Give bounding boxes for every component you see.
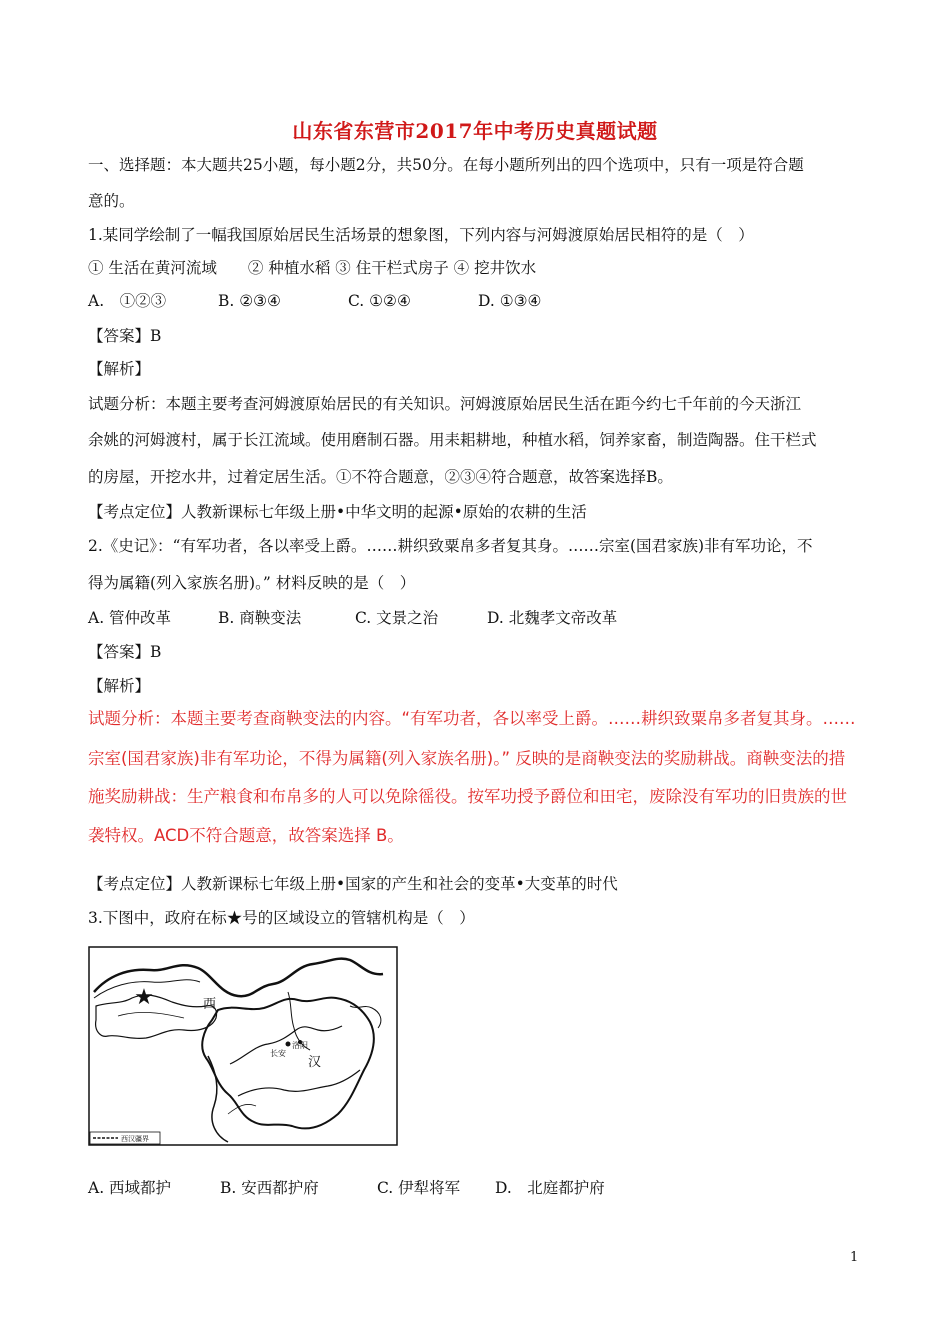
q1-stem: 1.某同学绘制了一幅我国原始居民生活场景的想象图，下列内容与河姆渡原始居民相符的是（ ） <box>88 226 754 244</box>
map-legend: 西汉疆界 <box>121 1135 149 1143</box>
q1-analysis-line: 试题分析：本题主要考查河姆渡原始居民的有关知识。河姆渡原始居民生活在距今约七千年前的今天浙江 <box>88 395 802 413</box>
q1-analysis-line: 余姚的河姆渡村，属于长江流域。使用磨制石器。用耒耜耕地，种植水稻，饲养家畜，制造陶器。住干栏式 <box>88 431 817 449</box>
q3-stem: 3.下图中，政府在标★号的区域设立的管辖机构是（ ） <box>88 909 475 927</box>
q3-option-a: A. 西域都护 <box>88 1179 172 1197</box>
q3-options <box>88 1181 605 1197</box>
section-intro-cont: 意的。 <box>88 192 135 210</box>
q2-analysis-line: 施奖励耕战：生产粮食和布帛多的人可以免除徭役。按军功授予爵位和田宅，废除没有军功的旧贵族的世 <box>88 787 847 806</box>
q1-items: ① 生活在黄河流域 ② 种植水稻 ③ 住干栏式房子 ④ 挖井饮水 <box>88 259 537 277</box>
q3-option-c: C. 伊犁将军 <box>377 1179 461 1197</box>
map-label-han: 汉 <box>308 1055 322 1070</box>
map-label-west: 西 <box>203 997 217 1012</box>
q2-option-a: A. 管仲改革 <box>88 609 172 627</box>
q1-option-d: D. ①③④ <box>478 292 542 310</box>
q2-options <box>88 611 617 627</box>
q1-options <box>88 294 541 310</box>
q2-analysis-label: 【解析】 <box>88 677 151 695</box>
q1-point: 【考点定位】人教新课标七年级上册•中华文明的起源•原始的农耕的生活 <box>88 503 587 521</box>
q2-option-c: C. 文景之治 <box>355 609 439 627</box>
q2-stem: 2.《史记》：“有军功者，各以率受上爵。……耕织致粟帛多者复其身。……宗室(国君家族)非有军功论，不 <box>88 537 813 555</box>
q1-analysis-label: 【解析】 <box>88 360 151 378</box>
page-title: 山东省东营市2017年中考历史真题试题 <box>292 119 658 143</box>
q2-stem-cont: 得为属籍(列入家族名册)。” 材料反映的是（ ） <box>88 574 416 592</box>
q1-option-b: B. ②③④ <box>218 292 281 310</box>
q2-analysis-line: 宗室(国君家族)非有军功论，不得为属籍(列入家族名册)。” 反映的是商鞅变法的奖励耕战。商鞅变法的措 <box>88 749 846 768</box>
q1-analysis-line: 的房屋，开挖水井，过着定居生活。①不符合题意，②③④符合题意，故答案选择B。 <box>88 468 673 486</box>
q2-point: 【考点定位】人教新课标七年级上册•国家的产生和社会的变革•大变革的时代 <box>88 875 618 893</box>
section-intro: 一、选择题：本大题共25小题，每小题2分，共50分。在每小题所列出的四个选项中，只有一项是符合题 <box>88 156 804 174</box>
q1-option-c: C. ①②④ <box>348 292 411 310</box>
page-number: 1 <box>850 1250 859 1265</box>
q2-option-b: B. 商鞅变法 <box>218 609 302 627</box>
star-marker: ★ <box>134 985 154 1010</box>
map-label-luoyang: 洛阳 <box>292 1041 308 1050</box>
q3-option-b: B. 安西都护府 <box>220 1179 319 1197</box>
q2-answer: 【答案】B <box>88 643 162 661</box>
q1-option-a: A. ①②③ <box>88 292 167 310</box>
q2-option-d: D. 北魏孝文帝改革 <box>487 609 618 627</box>
q2-analysis-line: 试题分析：本题主要考查商鞅变法的内容。“有军功者，各以率受上爵。……耕织致粟帛多者复其身。…… <box>88 709 856 728</box>
western-han-map <box>88 946 398 1146</box>
q3-option-d: D. 北庭都护府 <box>495 1179 605 1197</box>
q1-answer: 【答案】B <box>88 327 162 345</box>
map-label-changan: 长安 <box>270 1049 286 1058</box>
q2-analysis-line: 袭特权。ACD不符合题意，故答案选择 B。 <box>88 826 404 845</box>
